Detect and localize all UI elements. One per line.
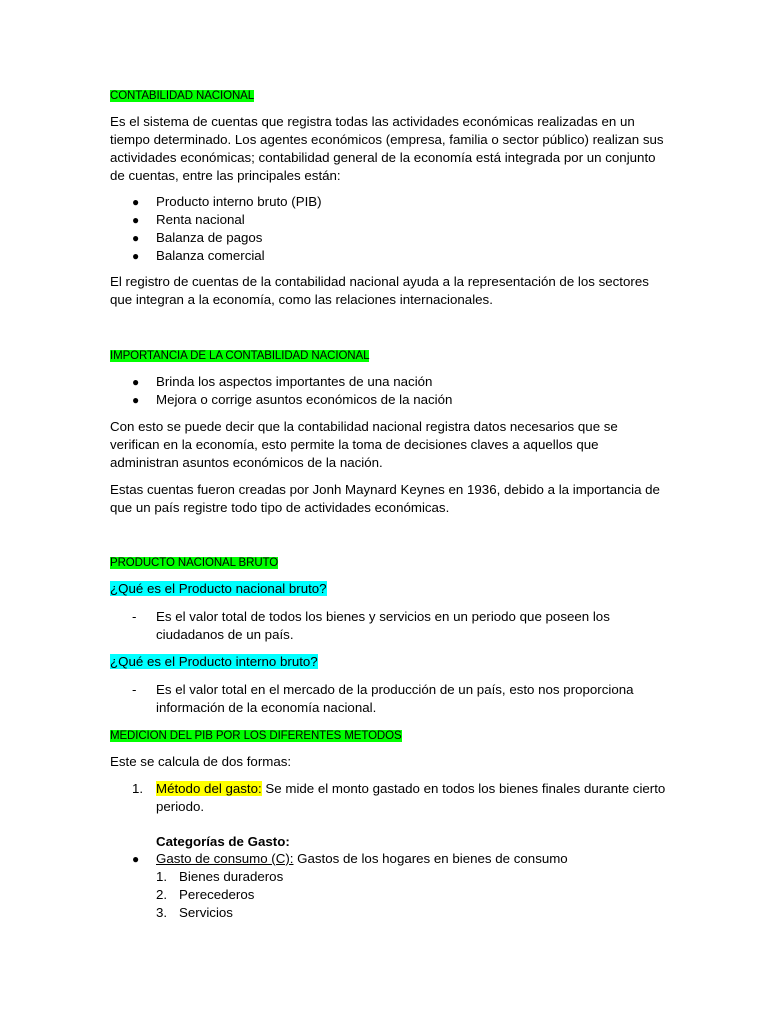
heading-medicion-pib: MEDICION DEL PIB POR LOS DIFERENTES METODOS <box>110 730 402 742</box>
answer-pib: - Es el valor total en el mercado de la producción de un país, esto nos proporciona información de la economía nacional. <box>132 682 634 715</box>
paragraph-registro: El registro de cuentas de la contabilidad nacional ayuda a la representación de los sectores que integran a la economía, como las relaciones internacionales. <box>110 274 649 307</box>
heading-contabilidad-nacional: CONTABILIDAD NACIONAL <box>110 90 255 102</box>
paragraph-con-esto: Con esto se puede decir que la contabilidad nacional registra datos necesarios que se verifican en la economía, esto permite la toma de decisiones claves a aquellos que administran asuntos económicos de la nación. <box>110 419 618 470</box>
method-gasto-item: 1. Método del gasto: Se mide el monto gastado en todos los bienes finales durante cierto periodo. <box>132 781 666 814</box>
list-item: ● Balanza comercial <box>132 248 265 263</box>
list-item: ● Brinda los aspectos importantes de una nación <box>132 374 433 389</box>
list-item: ● Renta nacional <box>132 212 245 227</box>
gasto-consumo-item: ● Gasto de consumo (C): Gastos de los hogares en bienes de consumo <box>132 851 568 866</box>
list-item: ● Mejora o corrige asuntos económicos de la nación <box>132 392 453 407</box>
question-pib: ¿Qué es el Producto interno bruto? <box>110 654 318 669</box>
consumo-sublist <box>110 868 670 922</box>
answer-pnb: - Es el valor total de todos los bienes y servicios en un periodo que poseen los ciudadanos de un país. <box>132 609 610 642</box>
list-item: 2. Perecederos <box>156 887 255 902</box>
question-pnb: ¿Qué es el Producto nacional bruto? <box>110 581 327 596</box>
method-label: Método del gasto: <box>156 781 262 796</box>
importancia-list <box>110 373 670 409</box>
accounts-list <box>110 193 670 265</box>
paragraph-dos-formas: Este se calcula de dos formas: <box>110 754 292 769</box>
list-item: ● Producto interno bruto (PIB) <box>132 194 322 209</box>
heading-importancia: IMPORTANCIA DE LA CONTABILIDAD NACIONAL <box>110 350 370 362</box>
paragraph-intro: Es el sistema de cuentas que registra todas las actividades económicas realizadas en un tiempo determinado. Los agentes económicos (empresa, familia o sector público) realizan sus actividades económicas; contabilidad general de la economía está integrada por un conjunto de cuentas, entre las principales están: <box>110 114 664 183</box>
categories-title: Categorías de Gasto: <box>156 834 290 849</box>
list-item: 1. Bienes duraderos <box>156 869 284 884</box>
paragraph-keynes: Estas cuentas fueron creadas por Jonh Maynard Keynes en 1936, debido a la importancia de que un país registre todo tipo de actividades económicas. <box>110 482 660 515</box>
heading-producto-nacional-bruto: PRODUCTO NACIONAL BRUTO <box>110 557 279 569</box>
list-item: 3. Servicios <box>156 905 233 920</box>
list-item: ● Balanza de pagos <box>132 230 263 245</box>
